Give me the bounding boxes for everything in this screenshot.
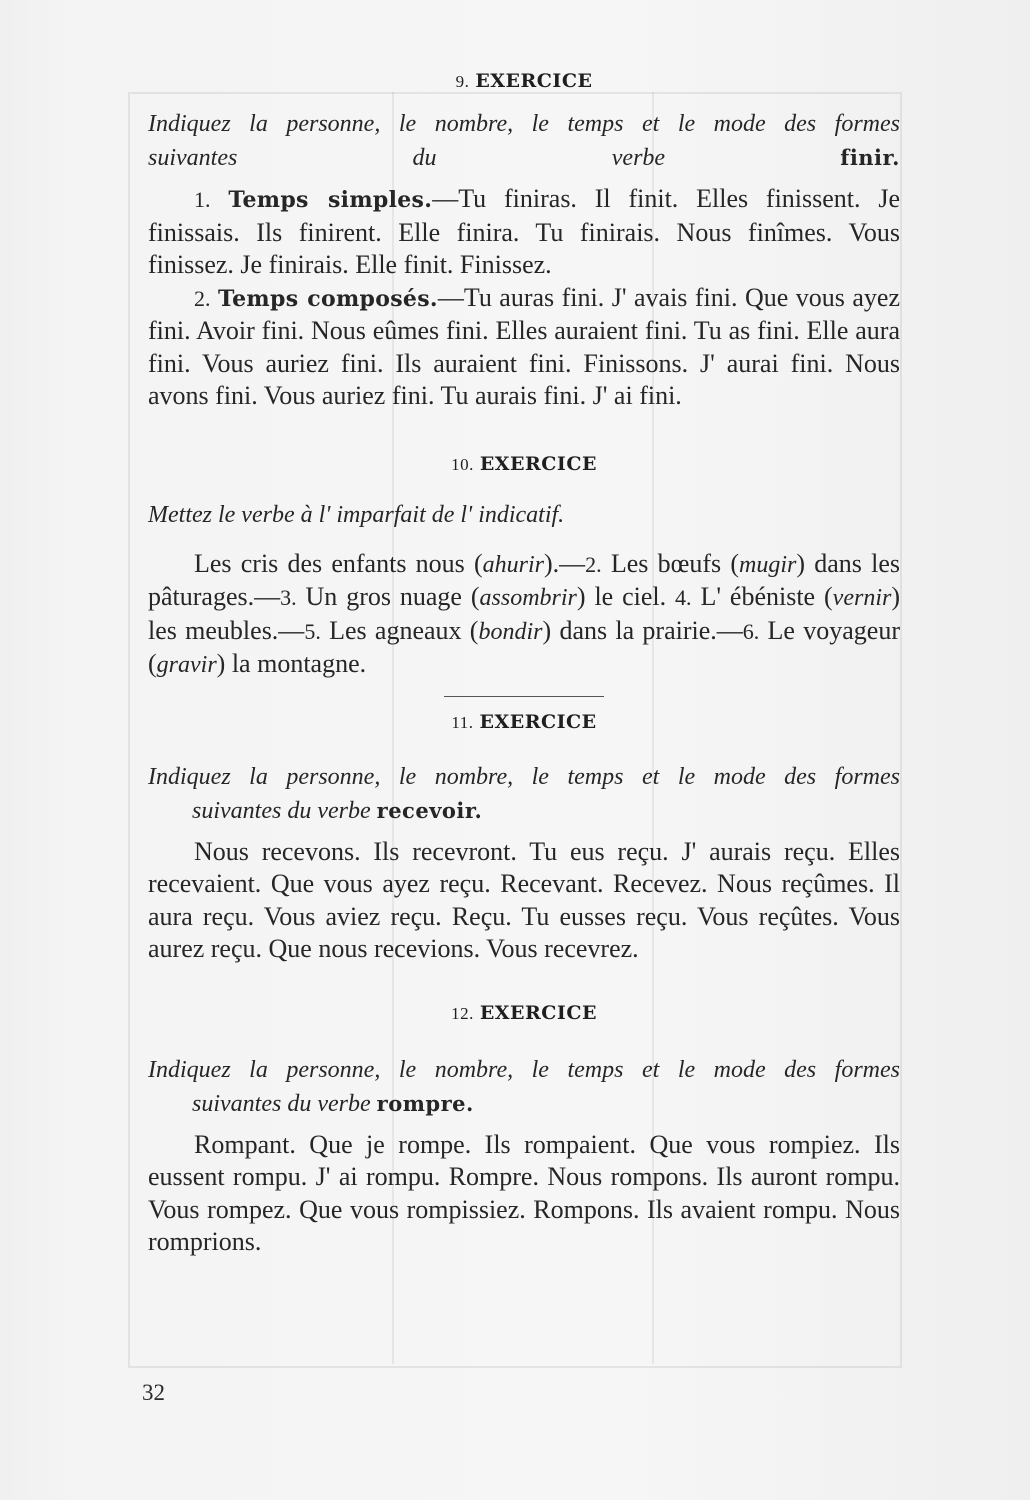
sentence-text: ) dans les pâturages.— (148, 548, 900, 611)
exercise-instruction-continued (148, 1087, 900, 1121)
sentence-text: ) les meubles.— (148, 582, 900, 645)
section-heading: Temps simples. (228, 187, 433, 213)
exercise-heading (148, 1002, 900, 1024)
exercise-title: EXERCICE (479, 1001, 597, 1024)
verb-name: recevoir. (376, 797, 483, 823)
exercise-9 (148, 70, 900, 413)
item-number: 3. (280, 585, 297, 610)
text-column (148, 70, 900, 1259)
exercise-instruction-continued (148, 141, 900, 175)
section-paragraph (148, 282, 900, 413)
exercise-title: EXERCICE (475, 70, 593, 92)
exercise-heading (148, 453, 900, 475)
exercise-title: EXERCICE (479, 710, 597, 733)
exercise-text (148, 548, 900, 682)
item-number: 5. (304, 618, 321, 644)
exercise-instruction: Indiquez la personne, le nombre, le temps et le mode des formes (148, 111, 900, 137)
verb-infinitive: ahurir (482, 551, 544, 578)
exercise-number: 10. (451, 454, 474, 474)
sentence-text: ) dans la prairie.— (542, 615, 743, 645)
section-number: 1. (194, 187, 211, 212)
item-number: 6. (742, 618, 760, 644)
sentence-text: Les cris des enfants nous ( (194, 548, 483, 578)
instruction-text: suivantes du verbe (192, 797, 371, 824)
exercise-heading (148, 70, 900, 92)
exercise-12 (148, 1002, 900, 1259)
exercise-text: Rompant. Que je rompe. Ils rompaient. Que vous rompiez. Ils eussent rompu. J' ai rompu. Rompre. Nous rompons. Ils auront rompu. Vous rompez. Que vous rompissiez. Rompons. Ils avaient rompu. Nous romprions. (148, 1129, 900, 1256)
exercise-number: 11. (451, 712, 474, 732)
sentence-text: ) le ciel. (576, 582, 676, 611)
section-text: —Tu finiras. Il finit. Elles finissent. Je finissais. Ils finirent. Elle finira. Tu finirais. Nous finîmes. Vous finissez. Je finirais. Elle finit. Finissez. (148, 184, 901, 279)
instruction-text: suivantes du verbe (148, 145, 666, 171)
sentence-text: Le voyageur ( (148, 615, 900, 678)
sentence-text: ).— (543, 548, 586, 578)
section-text: —Tu auras fini. J' avais fini. Que vous ayez fini. Avoir fini. Nous eûmes fini. Elles auraient fini. Tu as fini. Elle aura fini. Vous auriez fini. Ils auraient fini. Finissons. J' aurai fini. Nous avons fini. Vous auriez fini. Tu aurais fini. J' ai fini. (148, 282, 900, 410)
verb-infinitive: vernir (832, 585, 892, 611)
section-number: 2. (194, 285, 211, 311)
instruction-text: suivantes du verbe (192, 1090, 371, 1117)
exercise-heading (148, 711, 900, 733)
section-divider (444, 696, 604, 697)
exercise-title: EXERCICE (479, 452, 597, 475)
verb-infinitive: gravir (156, 652, 217, 678)
section-paragraph (148, 183, 900, 282)
verb-infinitive: assombrir (479, 585, 577, 611)
exercise-11 (148, 711, 900, 966)
page-number: 32 (142, 1380, 165, 1405)
exercise-number: 9. (455, 72, 470, 91)
item-number: 2. (585, 551, 602, 577)
exercise-instruction-continued (148, 794, 900, 828)
verb-infinitive: bondir (478, 618, 543, 645)
verb-name: rompre. (376, 1090, 474, 1116)
exercise-instruction: Indiquez la personne, le nombre, le temps et le mode des formes (148, 1056, 900, 1083)
sentence-text: ) la montagne. (216, 649, 367, 678)
exercise-10 (148, 453, 900, 697)
exercise-text: Nous recevons. Ils recevront. Tu eus reçu. J' aurais reçu. Elles recevaient. Que vous ayez reçu. Recevant. Recevez. Nous reçûmes. Il aura reçu. Vous aviez reçu. Reçu. Tu eusses reçu. Vous reçûtes. Vous aurez reçu. Que nous recevions. Vous recevrez. (148, 836, 900, 963)
sentence-text: Les agneaux ( (320, 615, 479, 645)
exercise-number: 12. (451, 1003, 474, 1023)
verb-name: finir. (840, 145, 900, 170)
item-number: 4. (675, 585, 692, 610)
exercise-instruction: Mettez le verbe à l' imparfait de l' indicatif. (148, 501, 565, 528)
sentence-text: Les bœufs ( (601, 548, 740, 578)
sentence-text: Un gros nuage ( (296, 582, 480, 611)
sentence-text: L' ébéniste ( (691, 582, 833, 611)
section-heading: Temps composés. (217, 285, 438, 312)
verb-infinitive: mugir (739, 551, 797, 578)
exercise-instruction: Indiquez la personne, le nombre, le temps et le mode des formes (148, 763, 900, 790)
